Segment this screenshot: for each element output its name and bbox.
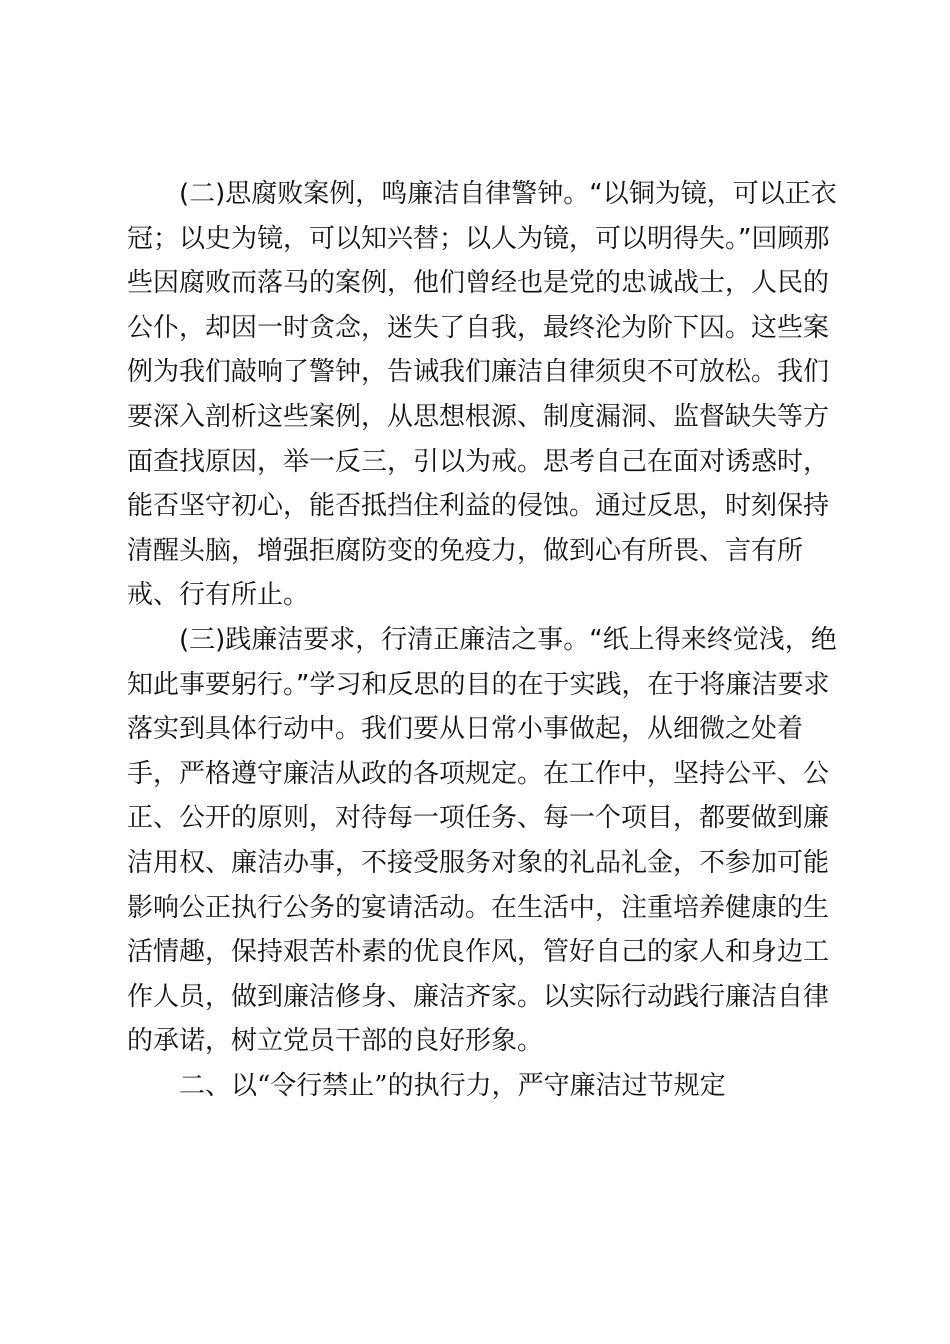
text-line: 例为我们敲响了警钟，告诫我们廉洁自律须臾不可放松。我们 <box>127 357 830 388</box>
text-line: (三)践廉洁要求，行清正廉洁之事。“纸上得来终觉浅，绝 <box>179 624 837 655</box>
section-heading-text: 二、以“令行禁止”的执行力，严守廉洁过节规定 <box>179 1070 726 1101</box>
text-line: 清醒头脑，增强拒腐防变的免疫力，做到心有所畏、言有所 <box>127 535 804 566</box>
text-line: 的承诺，树立党员干部的良好形象。 <box>127 1026 544 1057</box>
paragraph-reflect-corruption-cases <box>127 172 837 618</box>
text-line: 面查找原因，举一反三，引以为戒。思考自己在面对诱惑时， <box>127 446 830 477</box>
document-body <box>127 172 837 1108</box>
text-line: 洁用权、廉洁办事，不接受服务对象的礼品礼金，不参加可能 <box>127 847 830 878</box>
text-line: 些因腐败而落马的案例，他们曾经也是党的忠诚战士，人民的 <box>127 268 830 299</box>
text-line: (二)思腐败案例，鸣廉洁自律警钟。“以铜为镜，可以正衣 <box>179 179 837 209</box>
text-line: 落实到具体行动中。我们要从日常小事做起，从细微之处着 <box>127 714 804 745</box>
text-line: 活情趣，保持艰苦朴素的优良作风，管好自己的家人和身边工 <box>127 937 830 968</box>
text-line: 公仆，却因一时贪念，迷失了自我，最终沦为阶下囚。这些案 <box>127 312 830 343</box>
text-line: 影响公正执行公务的宴请活动。在生活中，注重培养健康的生 <box>127 892 830 923</box>
text-line: 知此事要躬行。”学习和反思的目的在于实践，在于将廉洁要求 <box>127 669 830 700</box>
text-line: 冠；以史为镜，可以知兴替；以人为镜，可以明得失。”回顾那 <box>127 223 830 254</box>
text-line: 正、公开的原则，对待每一项任务、每一个项目，都要做到廉 <box>127 803 830 834</box>
text-line: 能否坚守初心，能否抵挡住利益的侵蚀。通过反思，时刻保持 <box>127 491 830 522</box>
paragraph-practice-integrity <box>127 618 837 1064</box>
section-heading <box>127 1064 827 1109</box>
text-line: 手，严格遵守廉洁从政的各项规定。在工作中，坚持公平、公 <box>127 758 830 789</box>
text-line: 作人员，做到廉洁修身、廉洁齐家。以实际行动践行廉洁自律 <box>127 981 830 1012</box>
text-line: 戒、行有所止。 <box>127 580 310 611</box>
text-line: 要深入剖析这些案例，从思想根源、制度漏洞、监督缺失等方 <box>127 401 830 432</box>
